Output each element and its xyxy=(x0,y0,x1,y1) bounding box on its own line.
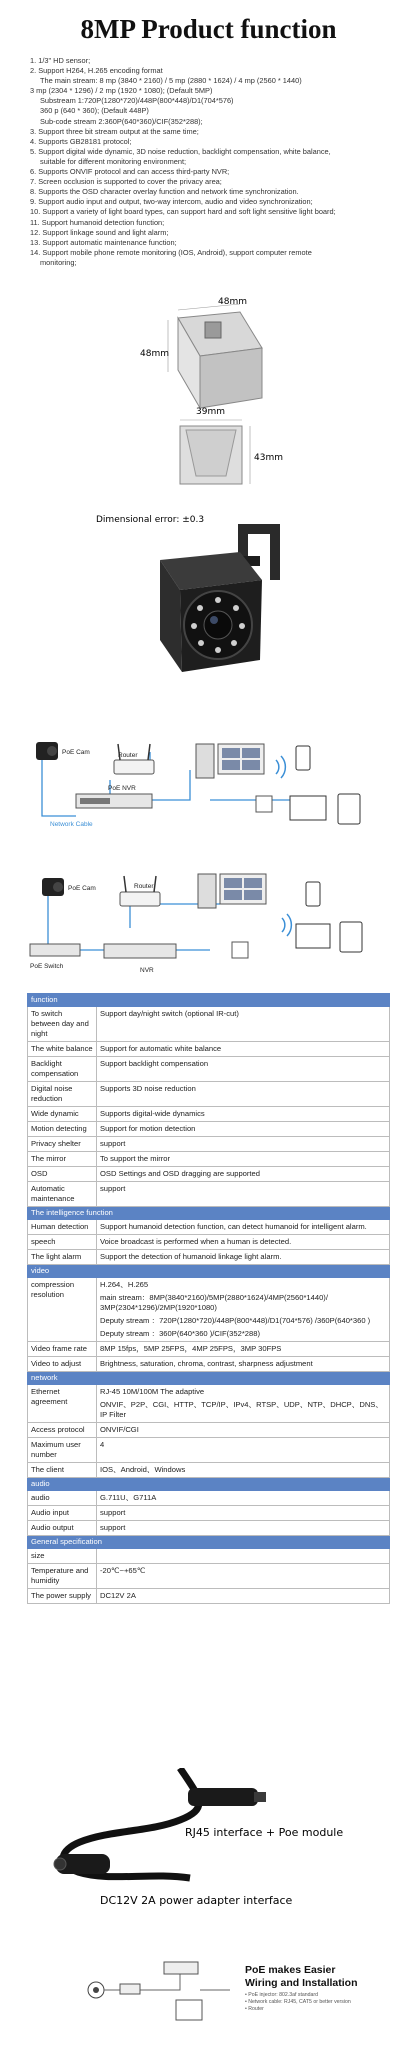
spec-value: Support for motion detection xyxy=(97,1122,390,1137)
spec-key: Ethernet agreement xyxy=(28,1385,97,1423)
poe-wiring-diagram xyxy=(60,1960,240,2038)
wall-socket-icon xyxy=(256,796,272,812)
spec-section-header: function xyxy=(28,994,390,1007)
tablet-icon xyxy=(338,794,360,824)
spec-key: Maximum user number xyxy=(28,1438,97,1463)
spec-value: Supports 3D noise reduction xyxy=(97,1082,390,1107)
feature-item: Sub-code stream 2:360P(640*360)/CIF(352*288); xyxy=(40,116,203,126)
spec-value: Support the detection of humanoid linkage light alarm. xyxy=(97,1250,390,1265)
table-row xyxy=(28,1182,390,1207)
poe-bullet: • Router xyxy=(245,2006,264,2012)
spec-value: Brightness, saturation, chroma, contrast, sharpness adjustment xyxy=(97,1357,390,1372)
pc-tower-icon xyxy=(196,744,214,778)
spec-value: 8MP 15fps，5MP 25FPS，4MP 25FPS，3MP 30FPS xyxy=(97,1342,390,1357)
dim-top: 48mm xyxy=(218,297,247,307)
spec-key: audio xyxy=(28,1491,97,1506)
table-row xyxy=(28,1057,390,1082)
table-row xyxy=(28,1521,390,1536)
table-row xyxy=(28,1107,390,1122)
table-row xyxy=(28,1220,390,1235)
feature-item: The main stream: 8 mp (3840 * 2160) / 5 mp (2880 * 1624) / 4 mp (2560 * 1440) xyxy=(40,76,302,86)
table-row xyxy=(28,1042,390,1057)
spec-value: G.711U、G711A xyxy=(97,1491,390,1506)
feature-list xyxy=(30,56,402,268)
table-row xyxy=(28,1491,390,1506)
spec-key: Video frame rate xyxy=(28,1342,97,1357)
tv-icon xyxy=(290,796,326,820)
diagram1-network-cable: Network Cable xyxy=(50,821,93,828)
wall-socket-icon-2 xyxy=(232,942,248,958)
table-row xyxy=(28,1463,390,1478)
dim-side: 48mm xyxy=(140,349,169,359)
spec-section-header: video xyxy=(28,1265,390,1278)
wifi-icon-2 xyxy=(282,914,291,936)
dimension-drawing xyxy=(0,290,417,530)
poe-nvr-icon xyxy=(76,794,152,808)
table-row xyxy=(28,1122,390,1137)
feature-item: 2. Support H264, H.265 encoding format xyxy=(30,66,163,76)
phone-icon xyxy=(296,746,310,770)
diagram1-poe-nvr: PoE NVR xyxy=(108,785,136,792)
table-row xyxy=(28,1549,390,1564)
spec-value: support xyxy=(97,1137,390,1152)
diagram2-poe-switch: PoE Switch xyxy=(30,963,64,970)
spec-key: The client xyxy=(28,1463,97,1478)
tablet-icon-2 xyxy=(340,922,362,952)
table-row xyxy=(28,1342,390,1357)
poe-banner-title2: Wiring and Installation xyxy=(245,1977,358,1989)
feature-item: 4. Supports GB28181 protocol; xyxy=(30,136,132,146)
diagram2-router: Router xyxy=(134,883,154,890)
feature-item: Substream 1:720P(1280*720)/448P(800*448)/D1(704*576) xyxy=(40,96,234,106)
poe-bullet: • PoE injector: 802.3af standard xyxy=(245,1992,319,1998)
feature-item: 8. Supports the OSD character overlay function and network time synchronization. xyxy=(30,187,299,197)
spec-value: Support humanoid detection function, can detect humanoid for intelligent alarm. xyxy=(97,1220,390,1235)
feature-item: 14. Support mobile phone remote monitoring (IOS, Android), support computer remote xyxy=(30,247,312,257)
rj45-caption: RJ45 interface + Poe module xyxy=(185,1826,344,1839)
monitor-icon xyxy=(218,744,264,774)
spec-value: OSD Settings and OSD dragging are supported xyxy=(97,1167,390,1182)
feature-item: 12. Support linkage sound and light alarm; xyxy=(30,227,169,237)
page-title: 8MP Product function xyxy=(80,14,337,44)
spec-key: Motion detecting xyxy=(28,1122,97,1137)
spec-table xyxy=(27,993,390,1604)
feature-item: monitoring; xyxy=(40,257,77,267)
feature-item: 1. 1/3" HD sensor; xyxy=(30,56,91,65)
spec-value: Support backlight compensation xyxy=(97,1057,390,1082)
table-row xyxy=(28,1235,390,1250)
spec-value: -20℃~+65℃ xyxy=(97,1564,390,1589)
feature-item: 10. Support a variety of light board types, can support hard and soft light sensitive light board; xyxy=(30,207,336,217)
spec-value: Support for automatic white balance xyxy=(97,1042,390,1057)
pc-tower-icon-2 xyxy=(198,874,216,908)
router-icon-2 xyxy=(120,876,160,906)
spec-key: Video to adjust xyxy=(28,1357,97,1372)
table-row xyxy=(28,1278,390,1342)
nvr-icon xyxy=(104,944,176,958)
poe-banner-title1: PoE makes Easier xyxy=(245,1964,336,1976)
table-row xyxy=(28,1082,390,1107)
tv-icon-2 xyxy=(296,924,330,948)
spec-section-header: The intelligence function xyxy=(28,1207,390,1220)
spec-key: Automatic maintenance xyxy=(28,1182,97,1207)
feature-item: 7. Screen occlusion is supported to cover the privacy area; xyxy=(30,177,222,187)
poe-banner-bullets xyxy=(245,1992,351,2013)
feature-item: suitable for different monitoring environment; xyxy=(40,156,187,166)
spec-key: The mirror xyxy=(28,1152,97,1167)
spec-key: speech xyxy=(28,1235,97,1250)
feature-item: 9. Support audio input and output, two-way intercom, audio and video synchronization; xyxy=(30,197,313,207)
wifi-icon xyxy=(276,756,285,778)
spec-key: Backlight compensation xyxy=(28,1057,97,1082)
poe-bullet: • Network cable: RJ45, CAT5 or better version xyxy=(245,1999,351,2005)
spec-section-header: General specification xyxy=(28,1536,390,1549)
spec-key: The light alarm xyxy=(28,1250,97,1265)
spec-value: support xyxy=(97,1182,390,1207)
table-row xyxy=(28,1506,390,1521)
monitor-icon-2 xyxy=(220,874,266,904)
spec-value: support xyxy=(97,1521,390,1536)
diagram1-poe-cam: PoE Cam xyxy=(62,749,90,756)
diagram1-router: Router xyxy=(118,752,138,759)
spec-value: Support day/night switch (optional IR-cut) xyxy=(97,1007,390,1042)
poe-banner xyxy=(60,1960,390,2038)
phone-icon-2 xyxy=(306,882,320,906)
spec-key: Audio input xyxy=(28,1506,97,1521)
table-row xyxy=(28,1385,390,1423)
spec-key: To switch between day and night xyxy=(28,1007,97,1042)
diagram2-poe-cam: PoE Cam xyxy=(68,885,96,892)
camera-photo xyxy=(130,520,310,690)
dc-caption: DC12V 2A power adapter interface xyxy=(100,1894,293,1907)
feature-item: 5. Support digital wide dynamic, 3D noise reduction, backlight compensation, white balance, xyxy=(30,146,331,156)
spec-section-header: audio xyxy=(28,1478,390,1491)
spec-key: Access protocol xyxy=(28,1423,97,1438)
poe-cam-icon-2 xyxy=(42,878,64,896)
spec-value: DC12V 2A xyxy=(97,1589,390,1604)
table-row xyxy=(28,1152,390,1167)
feature-item: 360 p (640 * 360); (Default 448P) xyxy=(40,106,149,116)
spec-key: The power supply xyxy=(28,1589,97,1604)
spec-value: IOS、Android、Windows xyxy=(97,1463,390,1478)
table-row xyxy=(28,1357,390,1372)
router-icon xyxy=(114,744,154,774)
spec-value: ONVIF/CGI xyxy=(97,1423,390,1438)
spec-value: RJ-45 10M/100M The adaptive ONVIF、P2P、CGI、HTTP、TCP/IP、IPv4、RTSP、UDP、NTP、DHCP、DNS、IP Filter xyxy=(97,1385,390,1423)
spec-value xyxy=(97,1549,390,1564)
spec-section-header: network xyxy=(28,1372,390,1385)
spec-key: Privacy shelter xyxy=(28,1137,97,1152)
spec-value: Voice broadcast is performed when a human is detected. xyxy=(97,1235,390,1250)
camera-front-view xyxy=(180,426,242,484)
network-diagram-poe-nvr xyxy=(0,730,417,830)
dim-width: 39mm xyxy=(196,407,225,417)
table-row xyxy=(28,1438,390,1463)
feature-item: 11. Support humanoid detection function; xyxy=(30,217,165,227)
spec-key: Audio output xyxy=(28,1521,97,1536)
network-diagram-poe-switch xyxy=(0,860,417,980)
table-row xyxy=(28,1564,390,1589)
camera-top-view xyxy=(178,312,262,408)
dim-height: 43mm xyxy=(254,453,283,463)
poe-switch-icon xyxy=(30,944,80,956)
spec-value: H.264、H.265 main stream：8MP(3840*2160)/5MP(2880*1624)/4MP(2560*1440)/ 3MP(2304*1296)/2MP(1920*1080) Deputy stream ：720P(1280*720)/448P(800*448)/D1(704*576) /360P(640*360 ) Deputy stream ：360P(640*360 )/CIF(352*288) xyxy=(97,1278,390,1342)
spec-value: 4 xyxy=(97,1438,390,1463)
table-row xyxy=(28,1589,390,1604)
feature-item: 3. Support three bit stream output at the same time; xyxy=(30,126,199,136)
feature-item: 13. Support automatic maintenance function; xyxy=(30,237,177,247)
diagram2-nvr: NVR xyxy=(140,967,154,974)
table-row xyxy=(28,1137,390,1152)
feature-item: 6. Supports ONVIF protocol and can access third-party NVR; xyxy=(30,167,230,177)
dim-error: Dimensional error: ±0.3 xyxy=(96,515,205,525)
table-row xyxy=(28,1007,390,1042)
spec-key: compression resolution xyxy=(28,1278,97,1342)
spec-key: OSD xyxy=(28,1167,97,1182)
table-row xyxy=(28,1250,390,1265)
spec-key: The white balance xyxy=(28,1042,97,1057)
spec-key: size xyxy=(28,1549,97,1564)
feature-item: 3 mp (2304 * 1296) / 2 mp (1920 * 1080); (Default 5MP) xyxy=(30,86,213,96)
table-row xyxy=(28,1423,390,1438)
spec-value: To support the mirror xyxy=(97,1152,390,1167)
rj45-connector xyxy=(188,1788,258,1806)
spec-key: Temperature and humidity xyxy=(28,1564,97,1589)
spec-key: Human detection xyxy=(28,1220,97,1235)
spec-value: Supports digital-wide dynamics xyxy=(97,1107,390,1122)
table-row xyxy=(28,1167,390,1182)
poe-cam-icon xyxy=(36,742,58,760)
spec-value: support xyxy=(97,1506,390,1521)
spec-key: Digital noise reduction xyxy=(28,1082,97,1107)
spec-key: Wide dynamic xyxy=(28,1107,97,1122)
cable-photo xyxy=(0,1768,417,1938)
